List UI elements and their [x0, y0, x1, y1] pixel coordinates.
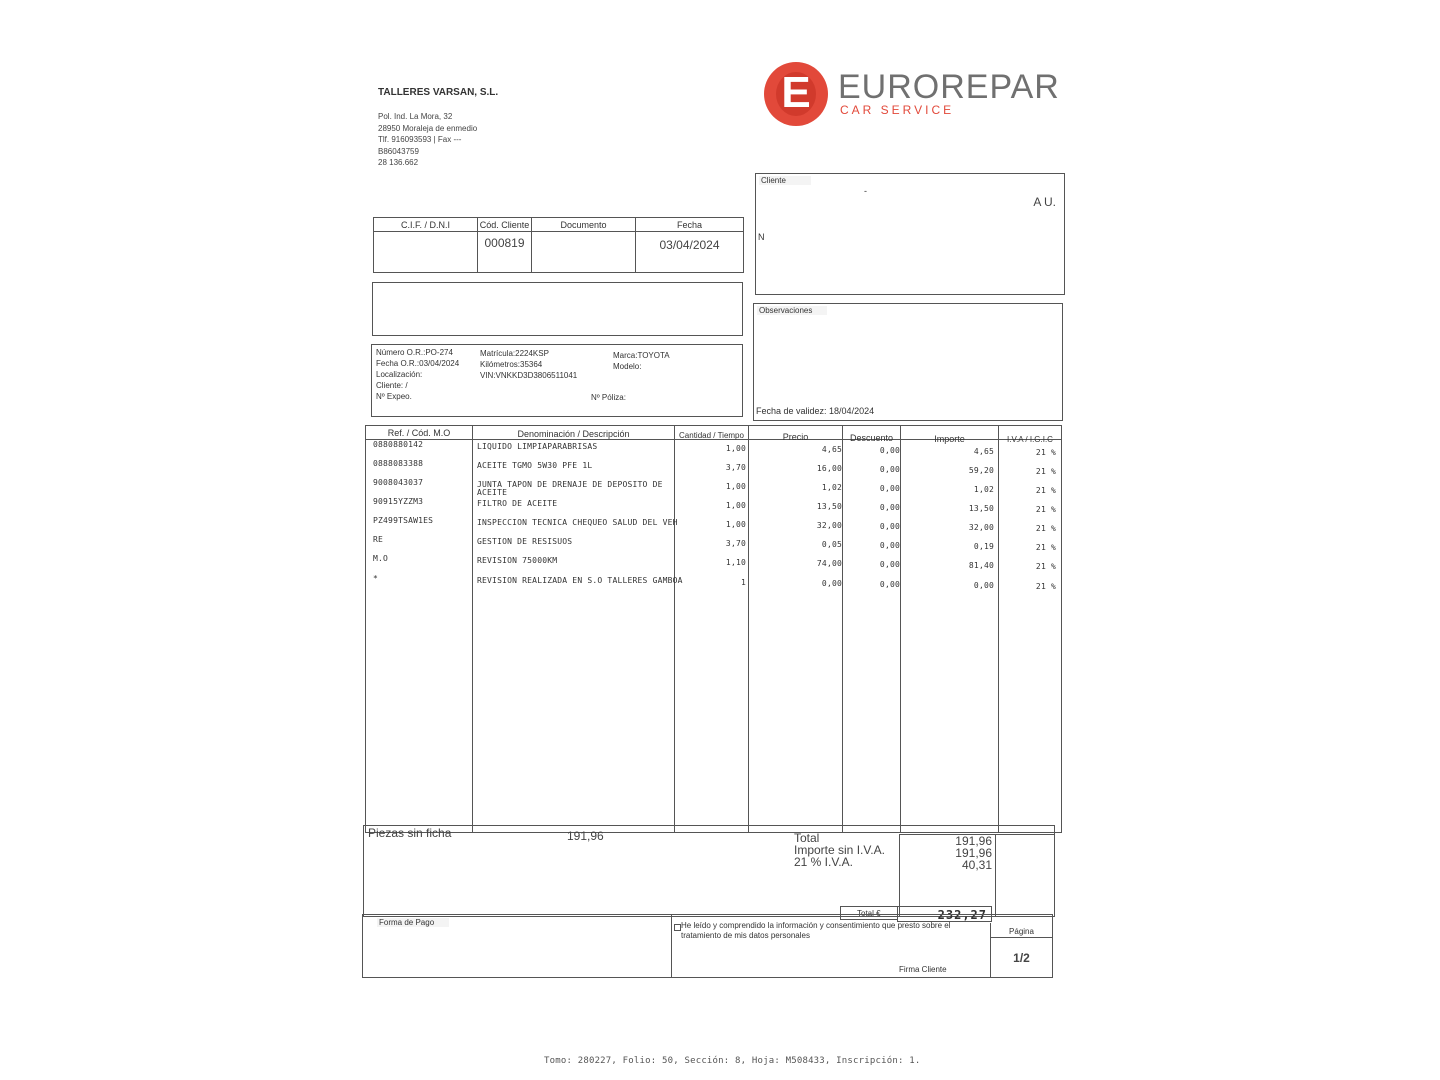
item-vat: 21 %	[1035, 486, 1056, 495]
item-discount: 0,00	[879, 446, 900, 455]
header-col-date: Fecha	[676, 220, 702, 230]
item-vat: 21 %	[1035, 582, 1056, 591]
item-discount: 0,00	[879, 541, 900, 550]
item-desc: REVISION 75000KM	[477, 556, 558, 565]
pieces-value: 191,96	[567, 829, 604, 843]
client-line-b: N	[758, 232, 765, 242]
observations-box	[753, 303, 1063, 421]
col-qty: Cantidad / Tiempo	[679, 431, 744, 440]
client-line-a: A U.	[1033, 195, 1056, 209]
item-vat: 21 %	[1035, 562, 1056, 571]
item-discount: 0,00	[879, 465, 900, 474]
address-line: 28950 Moraleja de enmedio	[378, 123, 478, 133]
item-ref: RE	[373, 535, 384, 544]
item-price: 74,00	[816, 559, 842, 568]
header-value-client-code: 000819	[484, 236, 525, 250]
grand-total-value: 232,27	[937, 908, 987, 922]
logo-tagline: CAR SERVICE	[840, 103, 955, 117]
order-info-col2	[480, 348, 577, 381]
consent-line-2: tratamiento de mis datos personales	[681, 931, 810, 940]
header-col-cif: C.I.F. / D.N.I	[400, 220, 450, 230]
net-value: 191,96	[955, 846, 992, 860]
item-qty: 3,70	[725, 539, 746, 548]
item-desc: GESTION DE RESISUOS	[477, 537, 573, 546]
item-price: 4,65	[821, 445, 842, 454]
item-amount: 59,20	[968, 466, 994, 475]
item-ref: 0880880142	[373, 440, 424, 449]
item-price: 32,00	[816, 521, 842, 530]
order-model: Modelo:	[613, 362, 642, 371]
item-ref: PZ499TSAW1ES	[373, 516, 434, 525]
item-amount: 4,65	[973, 447, 994, 456]
item-qty: 1	[740, 578, 746, 587]
order-info-col3	[613, 350, 670, 372]
item-discount: 0,00	[879, 580, 900, 589]
address-line: 28 136.662	[378, 158, 419, 167]
item-ref: 90915YZZM3	[373, 497, 424, 506]
item-vat: 21 %	[1035, 448, 1056, 457]
order-plate: Matrícula:2224KSP	[480, 349, 549, 358]
col-ref: Ref. / Cód. M.O	[387, 428, 451, 438]
item-amount: 0,19	[973, 542, 994, 551]
header-table	[373, 217, 744, 273]
item-price: 1,02	[821, 483, 842, 492]
item-desc: JUNTA TAPON DE DRENAJE DE DEPOSITO DE	[477, 480, 663, 489]
order-expeo: Nº Expeo.	[376, 392, 412, 401]
client-dash: -	[864, 186, 867, 196]
registry-line: Tomo: 280227, Folio: 50, Sección: 8, Hoja: M508433, Inscripción: 1.	[544, 1056, 921, 1066]
logo-brand: EUROREPAR	[838, 68, 1060, 106]
item-amount: 32,00	[968, 523, 994, 532]
address-line: B86043759	[378, 146, 419, 156]
validity-date: Fecha de validez: 18/04/2024	[756, 406, 875, 416]
page-label: Página	[1009, 927, 1034, 936]
logo-badge-letter: E	[781, 68, 811, 117]
total-label: Total	[794, 831, 820, 845]
eurorepar-logo	[762, 60, 1072, 130]
item-discount: 0,00	[879, 484, 900, 493]
vat-label: 21 % I.V.A.	[794, 855, 853, 869]
net-label: Importe sin I.V.A.	[794, 843, 885, 857]
header-col-document: Documento	[560, 220, 607, 230]
item-desc: LIQUIDO LIMPIAPARABRISAS	[477, 442, 598, 451]
item-vat: 21 %	[1035, 467, 1056, 476]
pieces-label: Piezas sin ficha	[368, 826, 452, 840]
signature-label: Firma Cliente	[899, 965, 947, 974]
item-amount: 0,00	[973, 581, 994, 590]
order-date: Fecha O.R.:03/04/2024	[376, 359, 460, 368]
page-value: 1/2	[1013, 951, 1030, 965]
order-vin: VIN:VNKKD3D3806511041	[480, 371, 578, 380]
item-price: 0,05	[821, 540, 842, 549]
address-line: Pol. Ind. La Mora, 32	[378, 112, 453, 121]
item-desc: REVISION REALIZADA EN S.O TALLERES GAMBOA	[477, 576, 683, 585]
logo-badge-icon	[764, 62, 828, 126]
company-name: TALLERES VARSAN, S.L.	[378, 87, 499, 98]
item-vat: 21 %	[1035, 543, 1056, 552]
consent-text	[681, 921, 950, 941]
grand-total-label: Total €	[857, 909, 881, 918]
consent-line-1: He leído y comprendido la información y consentimiento que presto sobre el	[681, 921, 951, 930]
order-poliza: Nº Póliza:	[591, 393, 626, 402]
item-amount: 1,02	[973, 485, 994, 494]
item-qty: 1,00	[725, 444, 746, 453]
order-info-col1	[376, 347, 459, 402]
item-qty: 1,00	[725, 501, 746, 510]
order-km: Kilómetros:35364	[480, 360, 543, 369]
total-value: 191,96	[955, 834, 992, 848]
header-value-date: 03/04/2024	[659, 238, 720, 252]
item-qty: 1,00	[725, 520, 746, 529]
item-price: 0,00	[821, 579, 842, 588]
item-desc: ACEITE TGMO 5W30 PFE 1L	[477, 461, 593, 470]
item-ref: M.O	[373, 554, 389, 563]
order-number: Número O.R.:PO-274	[376, 348, 453, 357]
totals-box	[363, 825, 1055, 917]
client-box	[755, 173, 1065, 295]
order-brand: Marca:TOYOTA	[613, 351, 670, 360]
item-vat: 21 %	[1035, 505, 1056, 514]
totals-labels	[794, 832, 885, 868]
col-vat: I.V.A / I.G.I.C	[1007, 435, 1053, 444]
item-discount: 0,00	[879, 522, 900, 531]
item-ref: 0888083388	[373, 459, 424, 468]
item-ref: 9008043037	[373, 478, 424, 487]
item-discount: 0,00	[879, 560, 900, 569]
item-price: 13,50	[816, 502, 842, 511]
col-discount: Descuento	[849, 433, 894, 443]
col-amount: Importe	[934, 434, 965, 444]
item-desc-cont: ACEITE	[477, 488, 508, 497]
item-vat: 21 %	[1035, 524, 1056, 533]
company-address	[378, 111, 477, 169]
item-amount: 13,50	[968, 504, 994, 513]
observations-label: Observaciones	[757, 306, 827, 315]
item-qty: 1,00	[725, 482, 746, 491]
order-client: Cliente: /	[376, 381, 408, 390]
vat-value: 40,31	[961, 858, 992, 872]
item-amount: 81,40	[968, 561, 994, 570]
order-info-box	[371, 344, 743, 417]
payment-label: Forma de Pago	[377, 918, 449, 927]
empty-box	[372, 282, 743, 336]
item-desc: INSPECCION TECNICA CHEQUEO SALUD DEL VEH	[477, 518, 678, 527]
footer-box	[362, 914, 1053, 978]
item-desc: FILTRO DE ACEITE	[477, 499, 558, 508]
item-price: 16,00	[816, 464, 842, 473]
address-line: Tlf. 916093593 | Fax ---	[378, 135, 462, 144]
col-price: Precio	[782, 432, 809, 442]
col-desc: Denominación / Descripción	[517, 429, 630, 439]
item-ref: *	[373, 574, 379, 583]
totals-values	[902, 835, 992, 871]
header-col-client-code: Cód. Cliente	[479, 220, 530, 230]
item-discount: 0,00	[879, 503, 900, 512]
item-qty: 1,10	[725, 558, 746, 567]
item-qty: 3,70	[725, 463, 746, 472]
order-location: Localización:	[376, 370, 423, 379]
client-label: Cliente	[759, 176, 811, 185]
consent-checkbox[interactable]	[674, 924, 681, 931]
